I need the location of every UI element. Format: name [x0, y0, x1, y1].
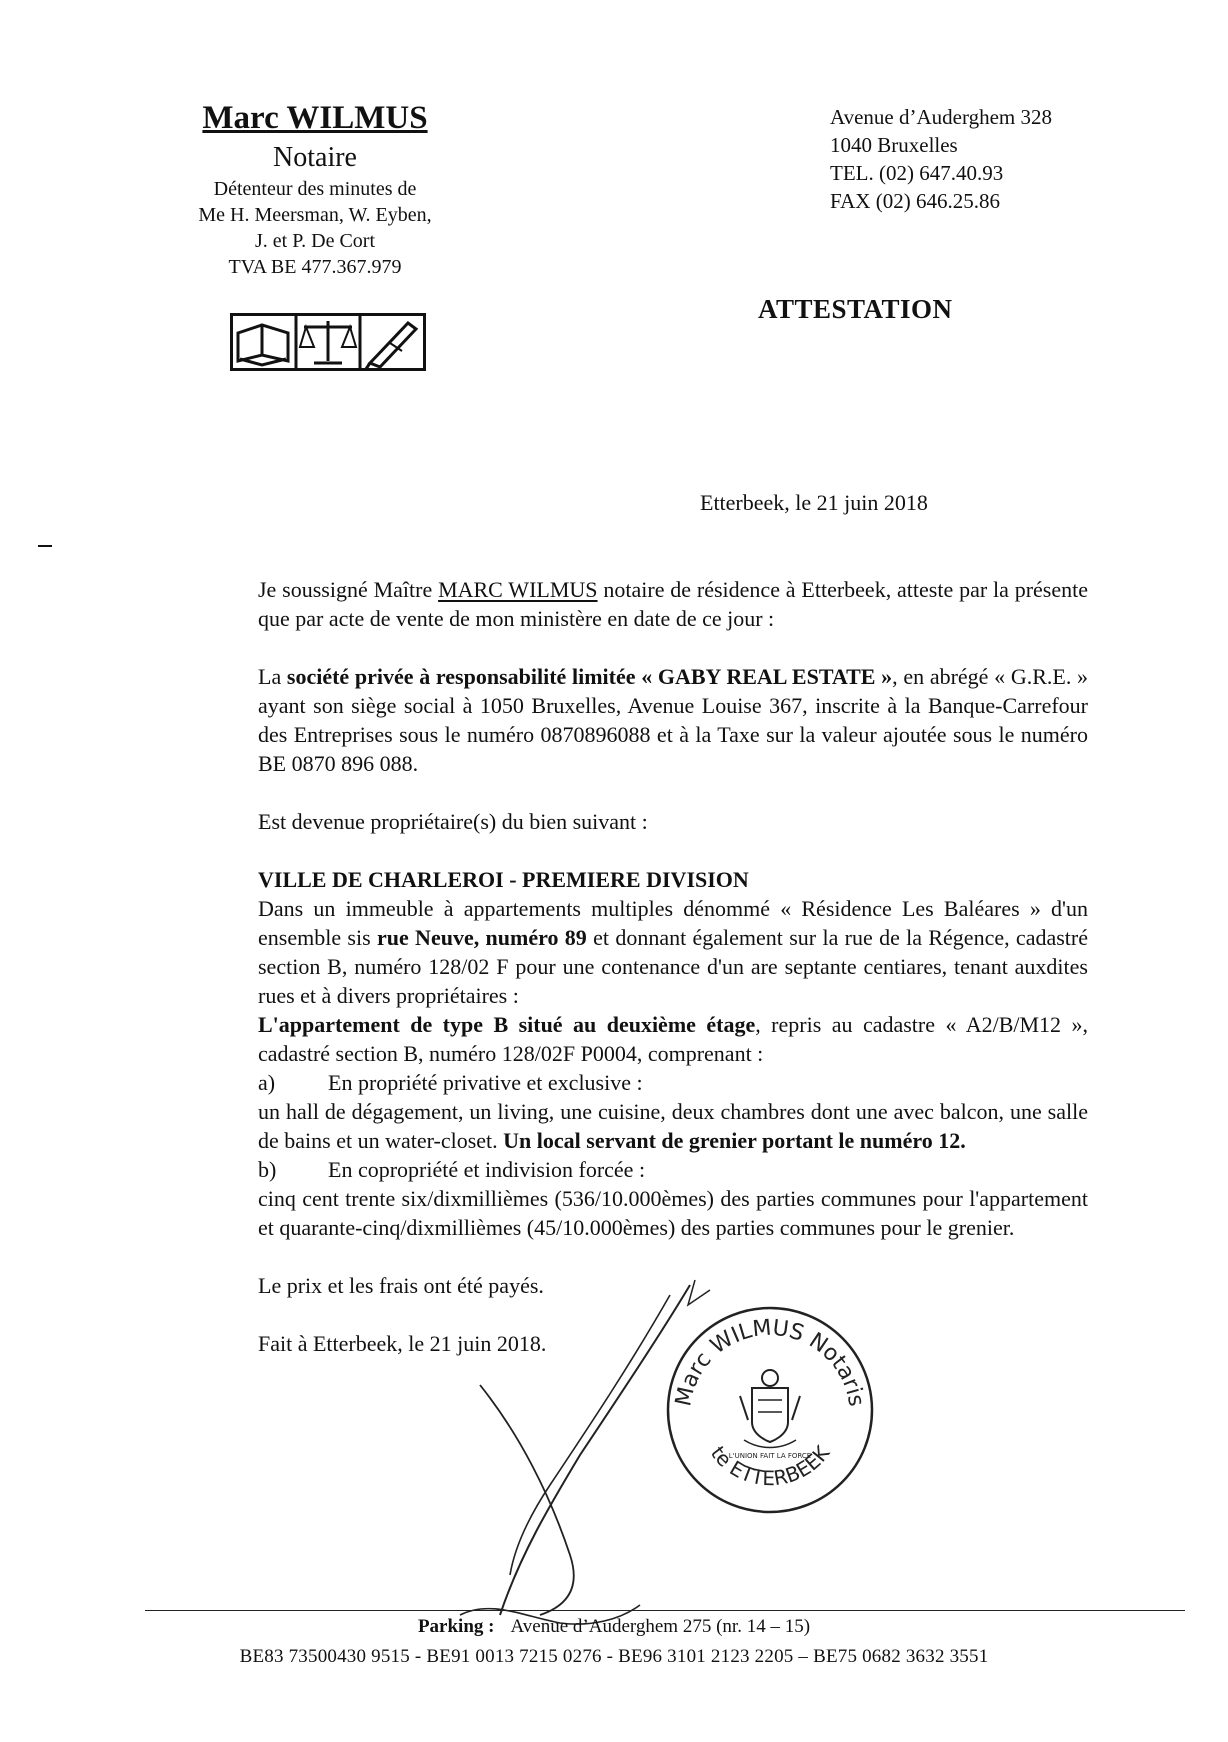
footer-parking [0, 1616, 1228, 1638]
phone-number: TEL. (02) 647.40.93 [830, 161, 1004, 185]
notary-name: Marc WILMUS [202, 100, 428, 136]
document-title: ATTESTATION [758, 294, 953, 324]
parking-address: Avenue d’Auderghem 275 (nr. 14 – 15) [510, 1616, 811, 1637]
margin-mark [38, 545, 52, 547]
header-line-2: Me H. Meersman, W. Eyben, [198, 203, 432, 226]
footer-bank-accounts: BE83 73500430 9515 - BE91 0013 7215 0276 - BE96 3101 2123 2205 – BE75 0682 3632 3551 [239, 1646, 989, 1667]
company-name: société privée à responsabilité limitée « GABY REAL ESTATE » [286, 664, 893, 689]
notary-seal [660, 1300, 880, 1520]
header-line-3: J. et P. De Cort [255, 229, 375, 252]
vat-number: TVA BE 477.367.979 [228, 255, 402, 278]
pen-icon [366, 323, 416, 369]
address-city: 1040 Bruxelles [830, 133, 958, 157]
property-apartment: L'appartement de type B situé au deuxième étage, repris au cadastre « A2/B/M12 », cadastré section B, numéro 128/02F P0004, comprenant : [258, 1012, 1088, 1066]
item-b-description: cinq cent trente six/dixmillièmes (536/10.000èmes) des parties communes pour l'appartement et quarante-cinq/dixmillièmes (45/10.000èmes) des parties communes pour le grenier. [258, 1186, 1088, 1240]
header-line-1: Détenteur des minutes de [213, 177, 417, 200]
paragraph-paid: Le prix et les frais ont été payés. [258, 1273, 544, 1298]
notary-name-underlined: MARC WILMUS [438, 577, 598, 602]
item-a: a) En propriété privative et exclusive : [258, 1070, 643, 1095]
scales-icon [300, 321, 356, 363]
paragraph-company: La société privée à responsabilité limitée « GABY REAL ESTATE », en abrégé « G.R.E. » ayant son siège social à 1050 Bruxelles, Avenue Louise 367, inscrite à la Banque-Carrefour des Entreprises sous le numéro 0870896088 et à la Taxe sur la valeur ajoutée sous le numéro BE 0870 896 088. [258, 664, 1089, 776]
item-a-description: un hall de dégagement, un living, une cuisine, deux chambres dont une avec balcon, une salle de bains et un water-closet. Un local servant de grenier portant le numéro 12. [258, 1099, 1088, 1153]
document-body [258, 575, 1088, 1387]
property-heading: VILLE DE CHARLEROI - PREMIERE DIVISION [258, 867, 749, 892]
date-line: Etterbeek, le 21 juin 2018 [700, 490, 928, 515]
seal-bottom-text: te ETTERBEEK [705, 1441, 835, 1491]
notary-header [150, 100, 480, 280]
fax-number: FAX (02) 646.25.86 [830, 189, 1000, 213]
book-icon [238, 325, 288, 365]
notary-address [830, 103, 1052, 215]
property-building: Dans un immeuble à appartements multiples dénommé « Résidence Les Baléares » d'un ensemble sis rue Neuve, numéro 89 et donnant également sur la rue de la Régence, cadastré section B, numéro 128/02 F pour une contenance d'un are septante centiares, tenant auxdites rues et à divers propriétaires : [258, 896, 1088, 1008]
parking-label: Parking : [417, 1616, 495, 1637]
notary-title: Notaire [273, 141, 357, 173]
paragraph-owner: Est devenue propriétaire(s) du bien suivant : [258, 809, 648, 834]
seal-top-text: Marc WILMUS Notaris [671, 1315, 869, 1409]
paragraph-signed: Fait à Etterbeek, le 21 juin 2018. [258, 1331, 547, 1356]
footer-divider [145, 1610, 1185, 1611]
item-b: b) En copropriété et indivision forcée : [258, 1157, 646, 1182]
property-description [258, 865, 1088, 1242]
paragraph-intro: Je soussigné Maître MARC WILMUS notaire de résidence à Etterbeek, atteste par la présente que par acte de vente de mon ministère en date de ce jour : [258, 577, 1089, 631]
address-street: Avenue d’Auderghem 328 [830, 105, 1052, 129]
notary-logo [230, 313, 426, 371]
seal-motto: L'UNION FAIT LA FORCE [728, 1452, 812, 1460]
coat-of-arms-icon [740, 1370, 800, 1448]
